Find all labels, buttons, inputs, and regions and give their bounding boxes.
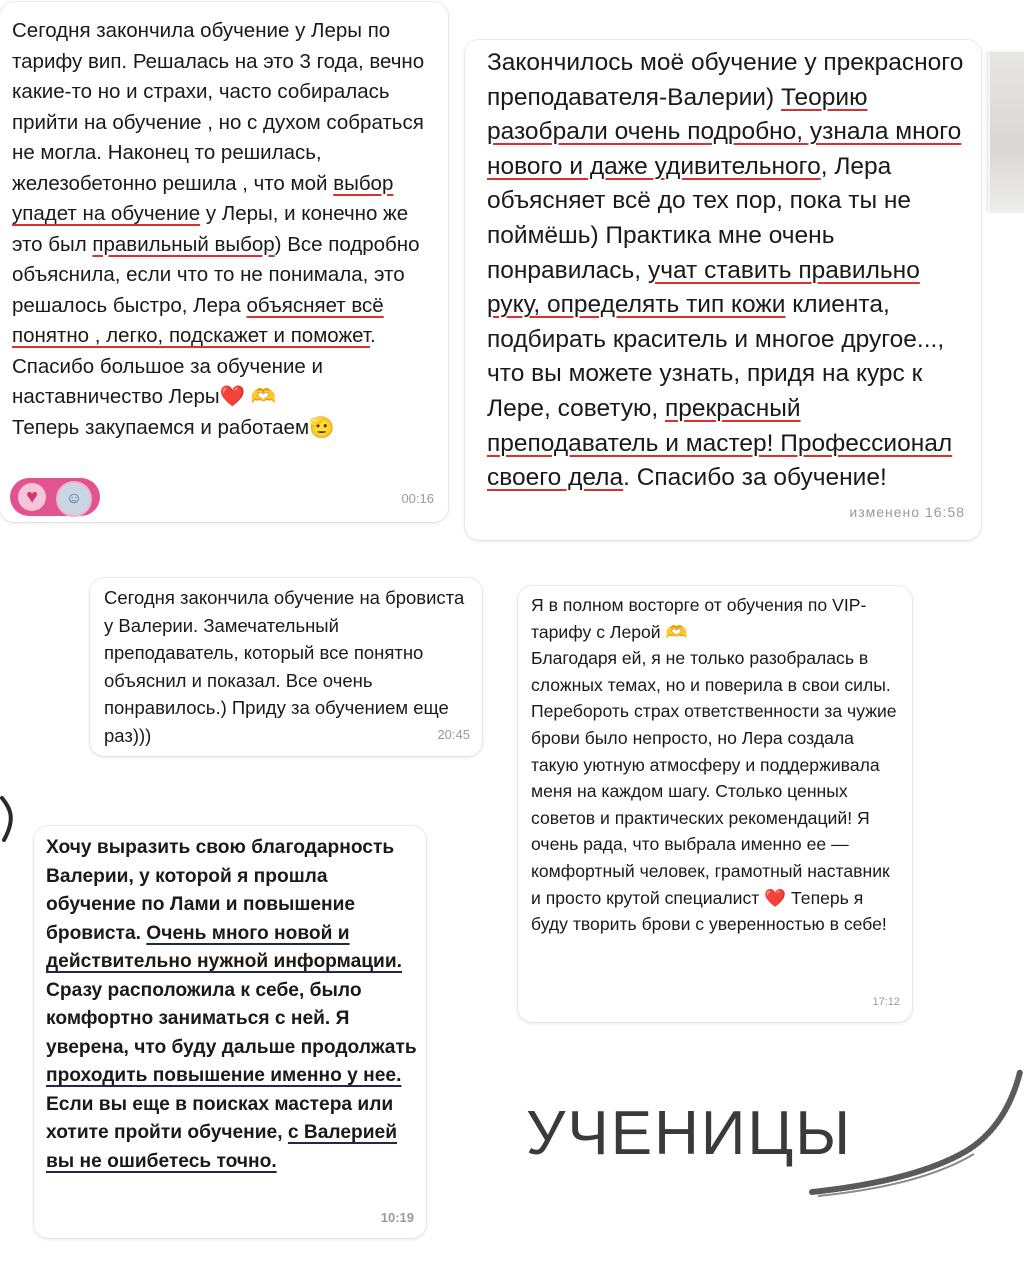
heart-emoji-icon: ❤️ [219,385,246,408]
side-photo-card [988,52,1024,212]
review-bubble-3 [90,578,482,756]
timestamp: 10:19 [380,1209,414,1225]
heart-hands-emoji-icon: 🫶 [665,621,688,642]
review-3-text: Сегодня закончила обучение на бровиста у Валерии. Замечательный преподаватель, который все понятно объяснил и показал. Все очень понравилось.) Приду за обучением еще раз))) [104,587,465,746]
brush-stroke-left [0,796,24,842]
review-1-text: Сегодня закончила обучение у Леры по тарифу вип. Решалась на это 3 года, вечно какие-то но и страхи, часто собиралась прийти на обучение , но с духом собраться не могла. Наконец то решилась, железобетонно решила , что мой выбор упадет на обучение у Леры, и конечно же это был правильный выбор) Все подробно объяснила, если что то не понимала, это решалось быстро, Лера объясняет всё понятно , легко, подскажет и поможет. Спасибо большое за обучение и наставничество Леры❤️ 🫶 Теперь закупаемся и работаем🫡 [12,19,425,439]
review-2-text: Закончилось моё обучение у прекрасного преподавателя-Валерии) Теорию разобрали очень подробно, узнала много нового и даже удивительного, Лера объясняет всё до тех пор, пока ты не поймёшь) Практика мне очень понравилась, учат ставить правильно руку, определять тип кожи клиента, подбирать краситель и многое другое..., что вы можете узнать, придя на курс к Лере, советую, прекрасный преподаватель и мастер! Профессионал своего дела. Спасибо за обучение! [487,49,964,492]
heart-emoji-icon: ❤️ [764,887,787,908]
timestamp: изменено 16:58 [849,504,965,521]
heart-hands-emoji-icon: 🫶 [250,385,277,408]
review-bubble-1 [0,2,448,522]
page-heading: УЧЕНИЦЫ [526,1099,853,1168]
timestamp: 00:16 [401,490,434,506]
heart-reaction-icon[interactable]: ♥ [18,483,46,511]
timestamp: 17:12 [872,996,900,1009]
review-5-text: Хочу выразить свою благодарность Валерии, у которой я прошла обучение по Лами и повышение бровиста. Очень много новой и действительно нужной информации. Сразу расположила к себе, было комфортно заниматься с ней. Я уверена, что буду дальше продолжать проходить повышение именно у нее. Если вы еще в поисках мастера или хотите пройти обучение, с Валерией вы не ошибетесь точно. [46,837,417,1172]
review-bubble-2 [465,40,981,540]
review-bubble-5 [34,826,426,1238]
salute-emoji-icon: 🫡 [309,415,335,439]
reactions-bar[interactable] [10,478,100,516]
timestamp: 20:45 [437,726,470,742]
review-4-text: Я в полном восторге от обучения по VIP-тарифу с Лерой 🫶 Благодаря ей, я не только разобралась в сложных темах, но и поверила в свои силы. Перебороть страх ответственности за чужие брови было непросто, но Лера создала такую уютную атмосферу и поддерживала меня на каждом шагу. Столько ценных советов и практических рекомендаций! Я очень рада, что выбрала именно ее — комфортный человек, грамотный наставник и просто крутой специалист ❤️ Теперь я буду творить брови с уверенностью в себе! [531,595,897,935]
review-bubble-4 [518,586,912,1022]
reactor-avatar[interactable]: ☺ [56,481,92,517]
